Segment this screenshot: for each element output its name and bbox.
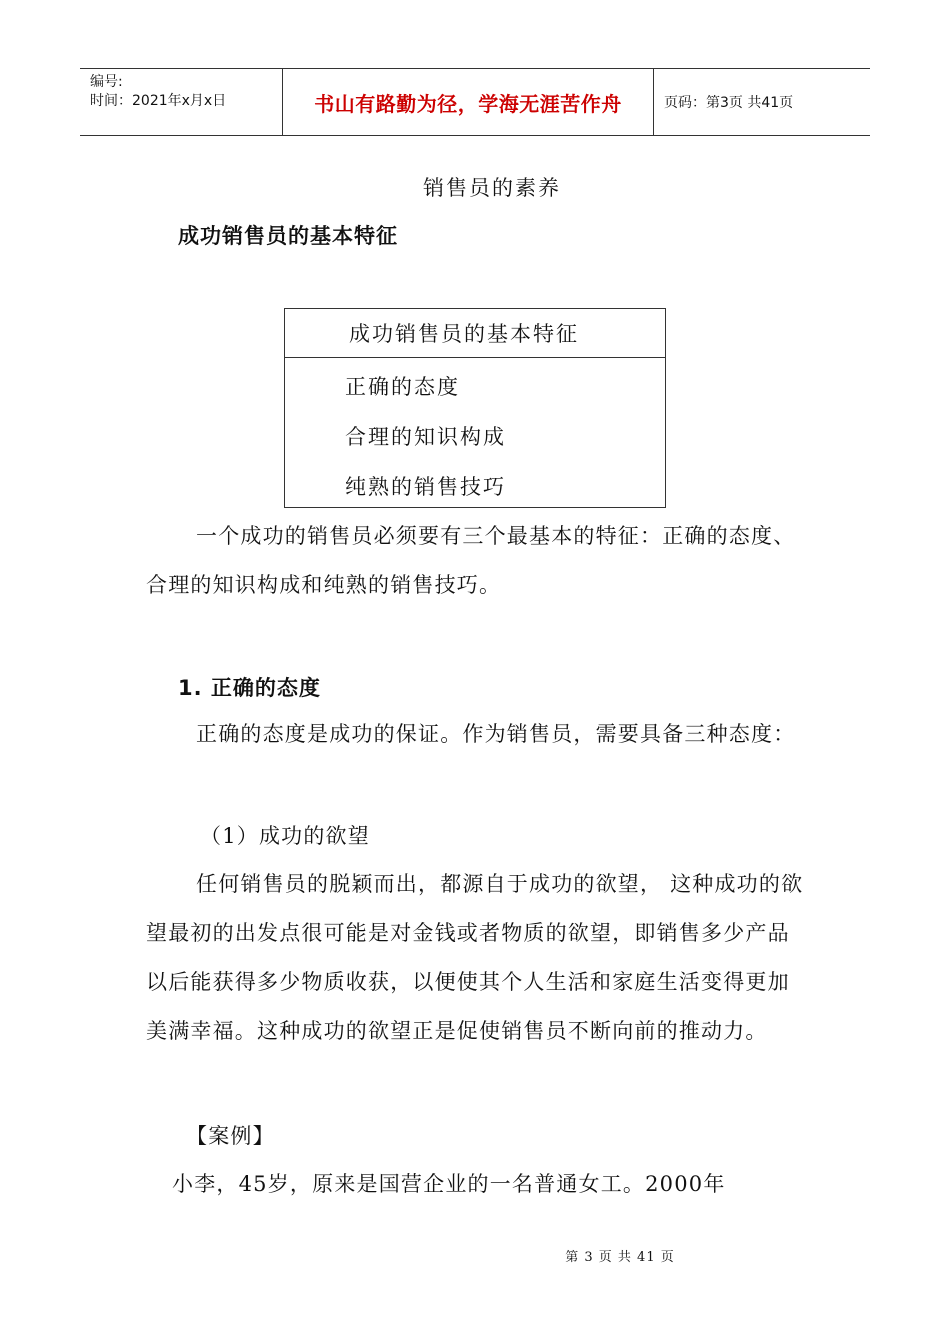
header-motto: 书山有路勤为径，学海无涯苦作舟 [282,69,654,135]
feature-box [284,308,666,508]
sub-heading: （1）成功的欲望 [200,824,370,848]
document-title: 销售员的素养 [423,176,561,200]
feature-box-heading: 成功销售员的基本特征 [285,309,665,358]
body-paragraph: 任何销售员的脱颖而出，都源自于成功的欲望， 这种成功的欲望最初的出发点很可能是对金钱或者物质的欲望，即销售多少产品以后能获得多少物质收获，以便使其个人生活和家庭生活变得更加美满幸福。这种成功的欲望正是促使销售员不断向前的推动力。 [146,872,804,1043]
document-date: 时间：2021年x月x日 [90,93,227,109]
subsection-paragraph: 正确的态度是成功的保证。作为销售员，需要具备三种态度： [196,722,796,746]
feature-item: 纯熟的销售技巧 [345,475,506,499]
case-text: 小李，45岁，原来是国营企业的一名普通女工。2000年 [172,1172,726,1196]
header-table [80,68,870,136]
intro-paragraph: 一个成功的销售员必须要有三个最基本的特征：正确的态度、合理的知识构成和纯熟的销售技巧。 [146,524,796,597]
section-heading: 成功销售员的基本特征 [178,224,398,248]
header-page-info: 页码：第3页 共41页 [664,95,794,111]
subsection-heading: 1. 正确的态度 [178,676,321,700]
document-number-label: 编号: [90,74,123,90]
case-label: 【案例】 [186,1124,275,1148]
header-meta [80,69,282,135]
page-footer: 第 3 页 共 41 页 [565,1250,675,1265]
feature-item: 正确的态度 [345,375,460,399]
feature-item: 合理的知识构成 [345,425,506,449]
